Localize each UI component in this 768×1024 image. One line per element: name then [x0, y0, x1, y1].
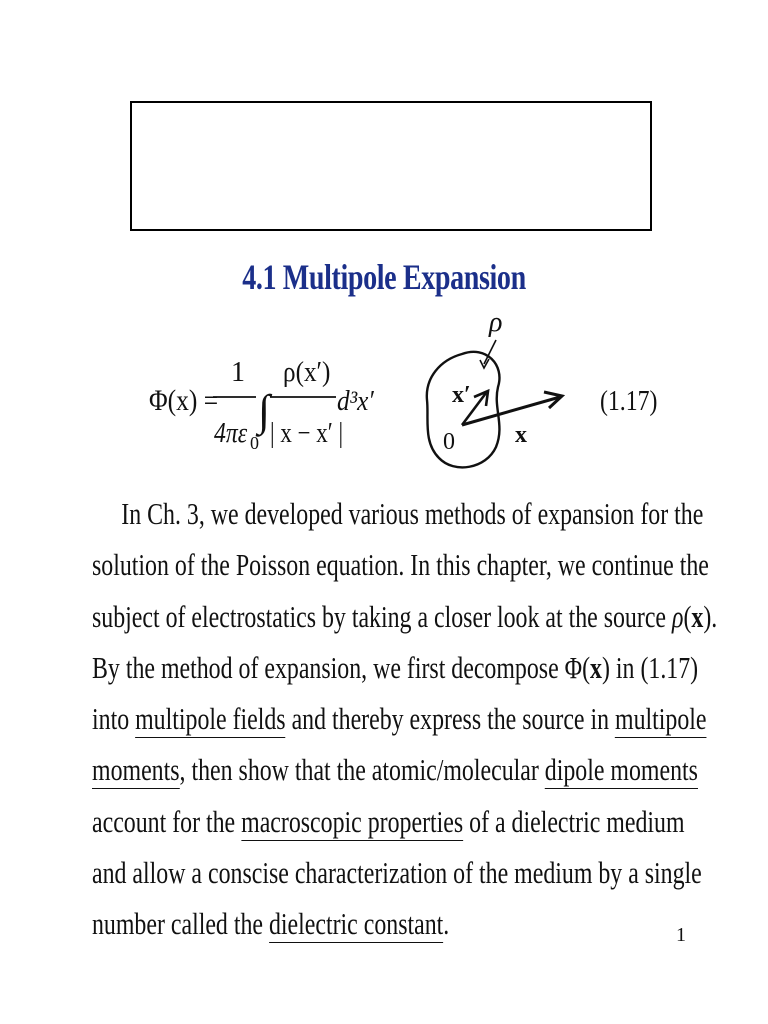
term-multipole-fields: multipole fields [135, 701, 286, 737]
equation-frac1-numerator: 1 [231, 357, 245, 388]
body-line-5 [92, 693, 707, 744]
body-line-8 [92, 847, 702, 898]
figure-rho-label: ρ [489, 307, 503, 338]
equation-measure: d³x′ [337, 384, 374, 417]
body-line-7-end: of a dielectric medium [463, 803, 685, 839]
equation-lhs: Φ(x) = [149, 384, 219, 418]
figure-origin-label: 0 [443, 429, 455, 455]
equation-number: (1.17) [600, 385, 658, 417]
body-line-5-text: into [92, 701, 136, 737]
body-line-6 [92, 744, 698, 795]
body-line-1-text: In Ch. 3, we developed various methods of expansion for the [121, 496, 704, 531]
term-dielectric-constant: dielectric constant [268, 906, 444, 942]
body-line-6-mid: , then show that the atomic/molecular [179, 752, 545, 788]
term-macroscopic-properties: macroscopic properties [241, 803, 464, 839]
x-vector: x [691, 598, 704, 634]
body-paragraph [92, 488, 718, 950]
section-title: 4.1 Multipole Expansion [242, 257, 526, 297]
body-line-9-end: . [443, 906, 450, 942]
body-line-5-mid: and thereby express the source in [285, 701, 616, 737]
paren-open: ( [683, 598, 692, 634]
figure-charge-distribution-blob [427, 352, 500, 468]
body-line-8-text: and allow a conscise characterization of the medium by a single [92, 855, 702, 891]
body-line-9 [92, 898, 670, 949]
equation-frac1-denominator: 4πε [214, 417, 248, 449]
term-dipole-moments: dipole moments [544, 752, 698, 788]
figure-x-arrow [462, 397, 560, 425]
body-line-7 [92, 796, 685, 847]
body-line-7-text: account for the [92, 803, 242, 839]
equation-integral-sign: ∫ [258, 386, 271, 435]
body-line-4-end: ) in (1.17) [601, 649, 699, 685]
term-multipole: multipole [615, 701, 707, 737]
term-moments: moments [92, 752, 180, 788]
body-line-4-text: By the method of expansion, we first decompose [92, 649, 565, 685]
figure-x-label: x [515, 422, 527, 448]
phi-symbol: Φ( [564, 649, 591, 685]
body-line-4 [92, 642, 699, 693]
body-line-3-text: subject of electrostatics by taking a closer look at the source [92, 598, 672, 634]
rho-symbol: ρ [671, 598, 684, 634]
page-number: 1 [676, 924, 686, 946]
body-line-2 [92, 539, 709, 590]
body-line-9-text: number called the [92, 906, 269, 942]
figure-xprime-label: x′ [452, 382, 471, 408]
equation-frac2-denominator: | x − x′ | [270, 416, 344, 449]
equation-frac1-denominator-sub: 0 [250, 433, 259, 453]
paren-close: ). [703, 598, 718, 634]
x-vector: x [590, 649, 602, 685]
equation-frac2-numerator: ρ(x′) [283, 355, 331, 388]
body-line-3 [92, 591, 718, 642]
body-line-1 [92, 488, 704, 539]
body-line-2-text: solution of the Poisson equation. In this chapter, we continue the [92, 547, 709, 583]
